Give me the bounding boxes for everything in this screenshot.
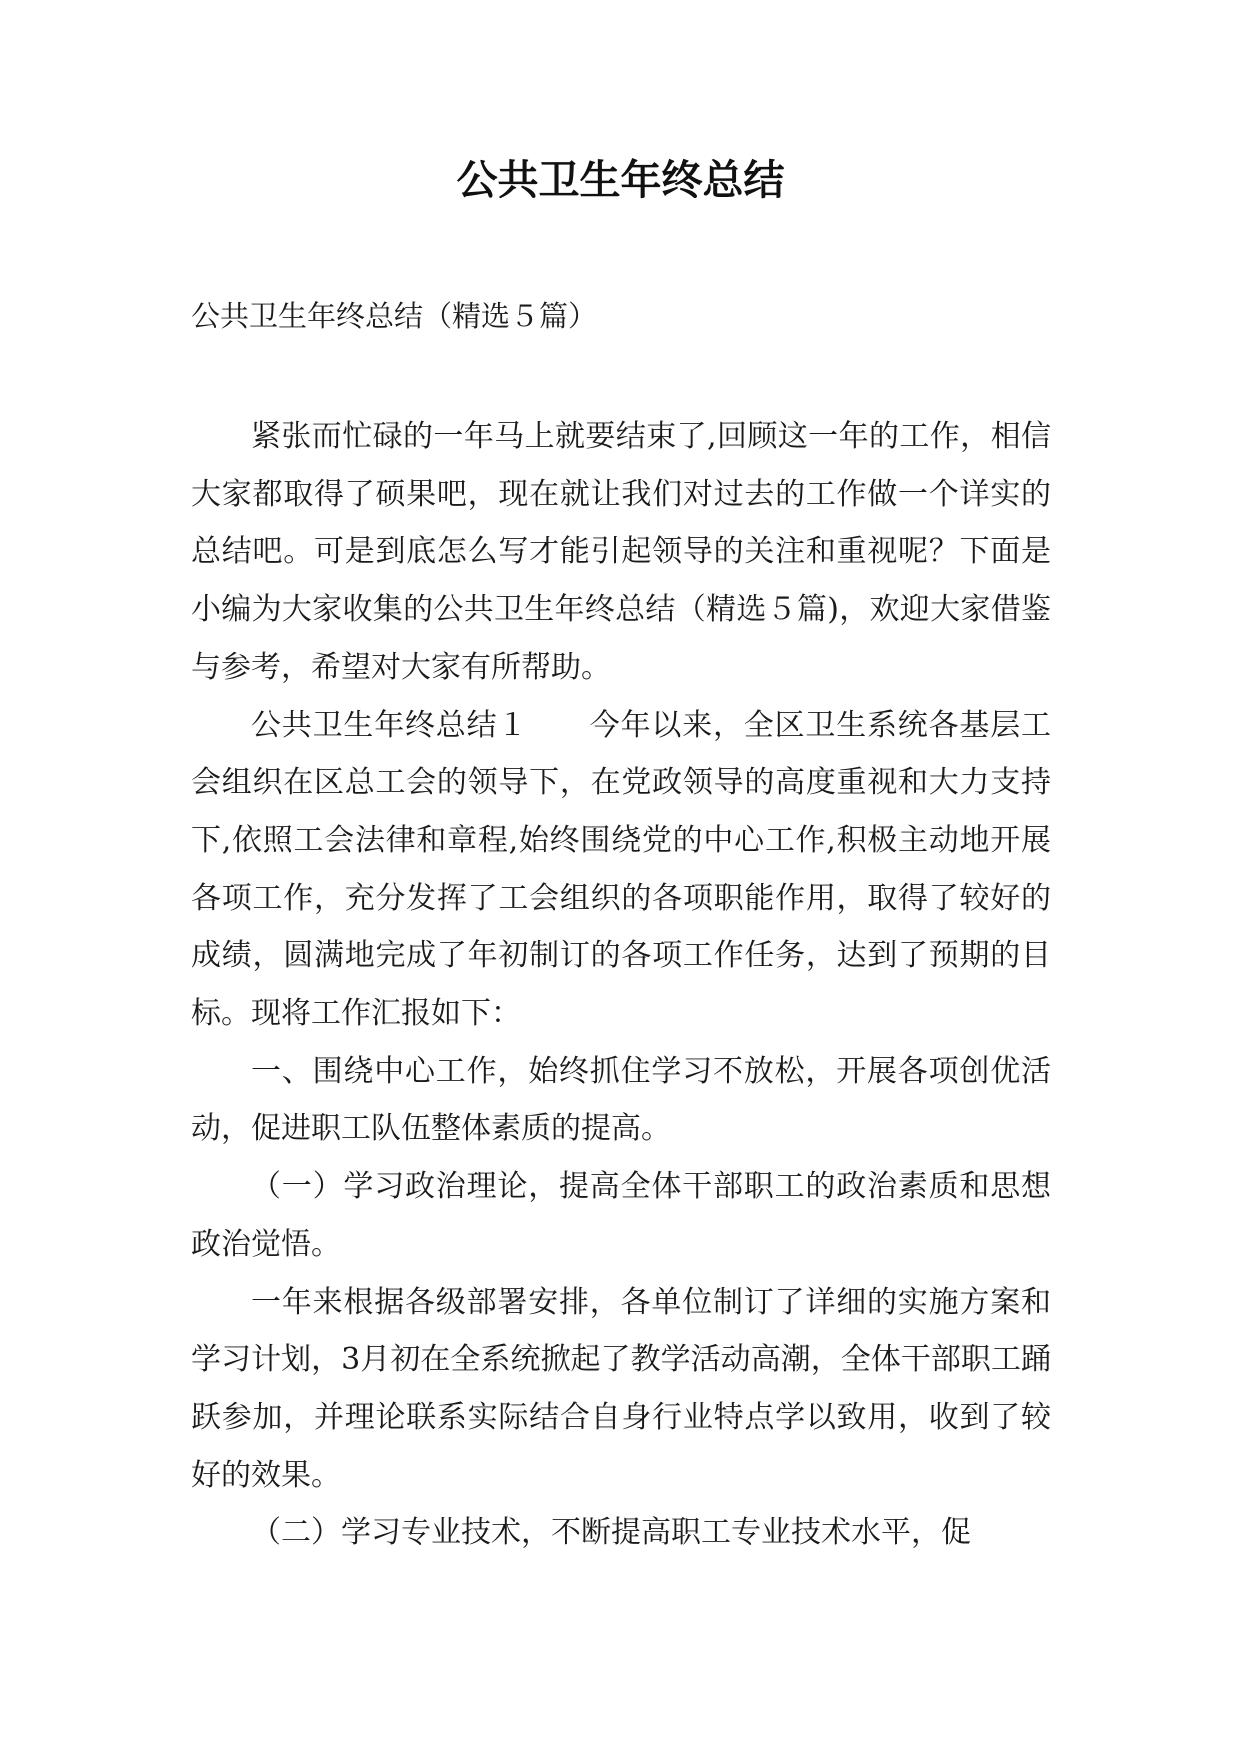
paragraph-study-plan: 一年来根据各级部署安排，各单位制订了详细的实施方案和学习计划，3月初在全系统掀起了教学活动高潮，全体干部职工踊跃参加，并理论联系实际结合自身行业特点学以致用，收到了较好的效果。 bbox=[191, 1284, 1051, 1493]
paragraph-section-1: 一、围绕中心工作，始终抓住学习不放松，开展各项创优活动，促进职工队伍整体素质的提高。 bbox=[191, 1053, 1051, 1147]
document-body bbox=[191, 408, 1051, 1562]
document-subtitle: 公共卫生年终总结（精选５篇） bbox=[191, 299, 598, 333]
document-title: 公共卫生年终总结 bbox=[456, 156, 785, 204]
paragraph-intro: 紧张而忙碌的一年马上就要结束了,回顾这一年的工作，相信大家都取得了硕果吧，现在就让我们对过去的工作做一个详实的总结吧。可是到底怎么写才能引起领导的关注和重视呢？下面是小编为大家收集的公共卫生年终总结（精选５篇)，欢迎大家借鉴与参考，希望对大家有所帮助。 bbox=[191, 419, 1051, 685]
paragraph-subsection-2: （二）学习专业技术，不断提高职工专业技术水平，促 bbox=[251, 1515, 971, 1551]
paragraph-subsection-1: （一）学习政治理论，提高全体干部职工的政治素质和思想政治觉悟。 bbox=[191, 1169, 1051, 1262]
paragraph-summary-1: 公共卫生年终总结１ 今年以来，全区卫生系统各基层工会组织在区总工会的领导下，在党政领导的高度重视和大力支持下,依照工会法律和章程,始终围绕党的中心工作,积极主动地开展各项工作，充分发挥了工会组织的各项职能作用，取得了较好的成绩，圆满地完成了年初制订的各项工作任务，达到了预期的目标。现将工作汇报如下： bbox=[191, 707, 1051, 1032]
